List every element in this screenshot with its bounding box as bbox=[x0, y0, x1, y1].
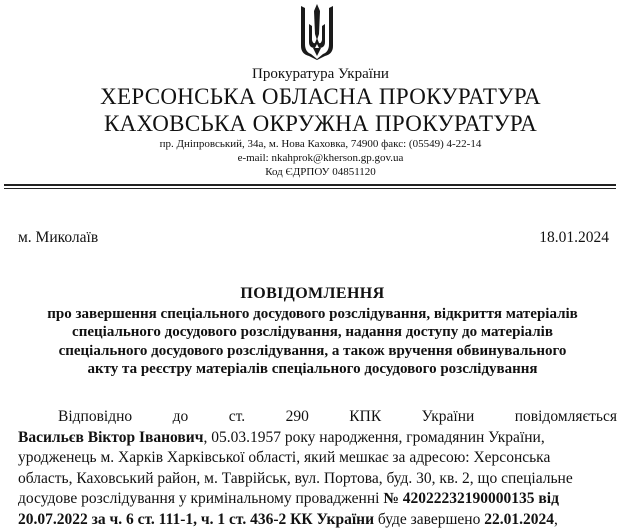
body-text-segment: досудове розслідування у кримінальному провадженні bbox=[18, 490, 384, 508]
trident-emblem-icon bbox=[297, 4, 337, 60]
notice-subject-line: акту та реєстру матеріалів спеціального досудового розслідування bbox=[87, 360, 538, 377]
completion-date: 22.01.2024 bbox=[484, 510, 554, 528]
body-word: Відповідно bbox=[58, 408, 133, 425]
body-line bbox=[18, 407, 617, 428]
org-email: e-mail: nkahprok@kherson.gp.gov.ua bbox=[237, 152, 404, 164]
notice-title: ПОВІДОМЛЕННЯ bbox=[240, 285, 385, 302]
org-district-name: КАХОВСЬКА ОКРУЖНА ПРОКУРАТУРА bbox=[103, 111, 537, 136]
document-date: 18.01.2024 bbox=[539, 229, 609, 246]
org-edrpou-code: Код ЄДРПОУ 04851120 bbox=[265, 166, 376, 178]
body-word: ст. bbox=[228, 408, 246, 425]
suspect-name: Васильєв Віктор Іванович bbox=[18, 428, 204, 446]
body-word: КПК bbox=[349, 408, 382, 425]
notice-subject-line: спеціального досудового розслідування, а також вручення обвинувального bbox=[58, 342, 567, 359]
body-word: 290 bbox=[285, 408, 309, 425]
notice-subject bbox=[0, 305, 625, 378]
notice-subject-line: спеціального досудового розслідування, надання доступу до матеріалів bbox=[72, 324, 553, 341]
org-regional-name: ХЕРСОНСЬКА ОБЛАСНА ПРОКУРАТУРА bbox=[100, 84, 541, 109]
body-line: область, Каховський район, м. Таврійськ, вул. Портова, буд. 30, кв. 2, що спеціальне bbox=[18, 469, 573, 487]
body-text-segment: , 05.03.1957 року народження, громадянин України, bbox=[203, 428, 545, 446]
body-line bbox=[18, 489, 617, 510]
body-text-segment: , bbox=[553, 510, 558, 528]
notice-body bbox=[18, 407, 617, 531]
body-line bbox=[18, 428, 617, 449]
body-word: повідомляється bbox=[514, 408, 617, 425]
case-number: № 42022232190000135 від bbox=[383, 490, 559, 508]
body-text-segment: буде завершено bbox=[374, 510, 485, 528]
notice-subject-line: про завершення спеціального досудового розслідування, відкриття матеріалів bbox=[47, 306, 578, 322]
body-line bbox=[18, 510, 617, 531]
body-word: до bbox=[172, 408, 189, 425]
org-parent-name: Прокуратура України bbox=[252, 66, 389, 82]
org-address: пр. Дніпровський, 34а, м. Нова Каховка, 74900 факс: (05549) 4-22-14 bbox=[159, 138, 482, 150]
header-divider-thin bbox=[4, 188, 616, 189]
body-line: уродженець м. Харків Харківської області, який мешкає за адресою: Херсонська bbox=[18, 449, 551, 467]
document-city: м. Миколаїв bbox=[18, 229, 99, 246]
case-articles: 20.07.2022 за ч. 6 ст. 111-1, ч. 1 ст. 436-2 КК України bbox=[18, 510, 375, 528]
body-word: України bbox=[421, 408, 475, 425]
header-divider-thick bbox=[4, 184, 616, 186]
